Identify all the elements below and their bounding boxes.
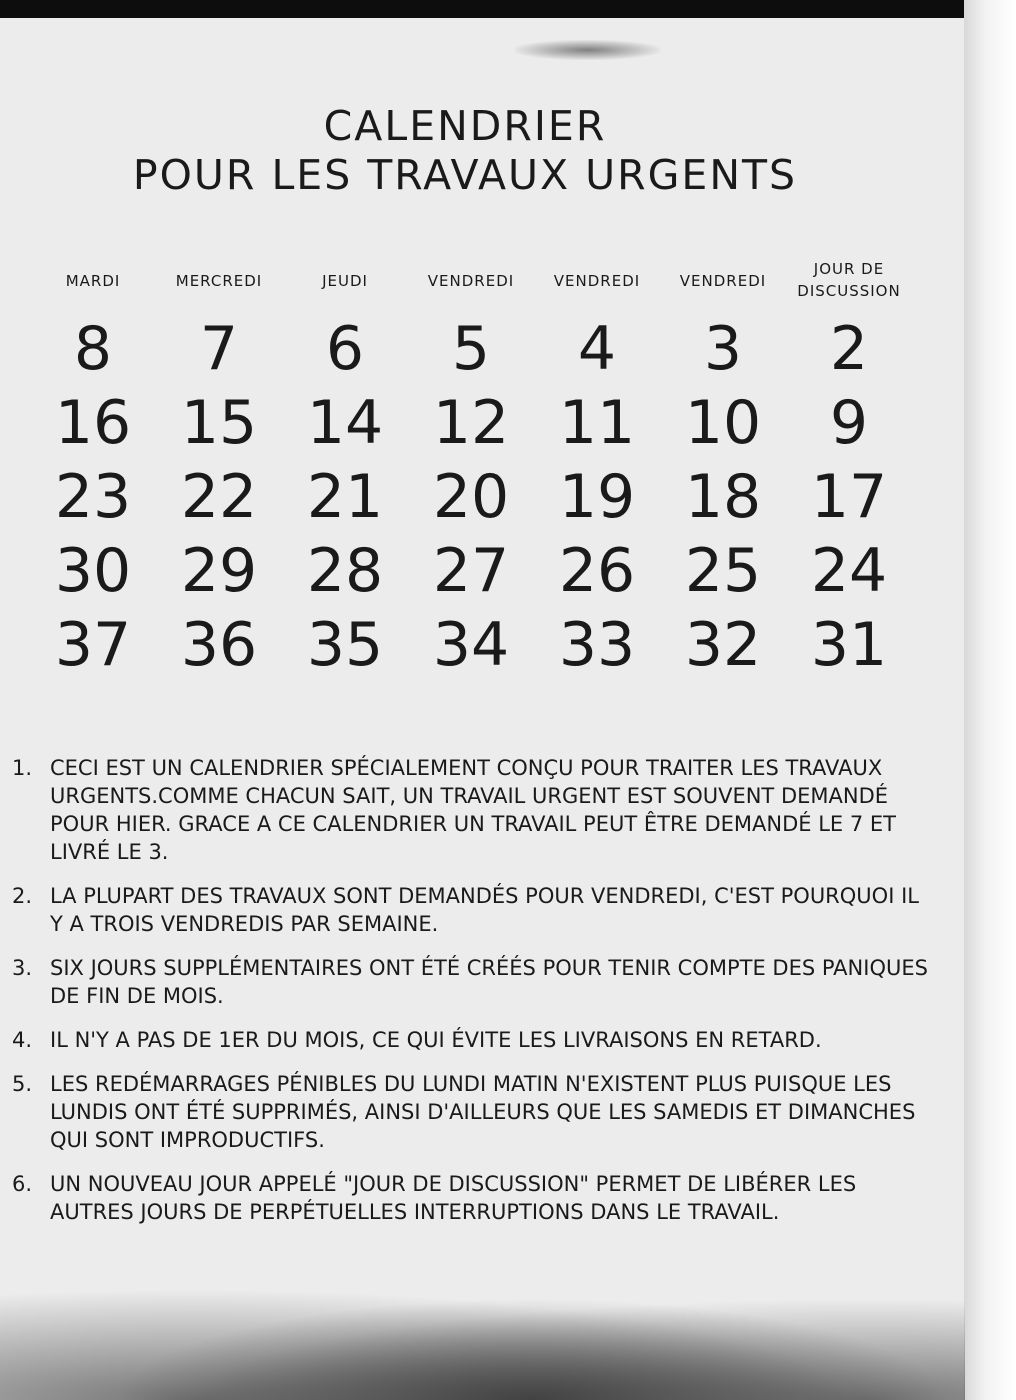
calendar-row (30, 312, 910, 386)
calendar-date: 24 (810, 536, 888, 606)
title-line-2: POUR LES TRAVAUX URGENTS (132, 151, 798, 199)
calendar-date: 27 (432, 536, 510, 606)
note-number: 5. (11, 1072, 32, 1096)
scan-noise-footer (0, 1270, 965, 1400)
calendar-date: 31 (810, 610, 888, 680)
calendar-date: 29 (180, 536, 258, 606)
note-text: SIX JOURS SUPPLÉMENTAIRES ONT ÉTÉ CRÉÉS POUR TENIR COMPTE DES PANIQUES DE FIN DE MOIS. (50, 956, 928, 1008)
calendar-date: 32 (684, 610, 762, 680)
calendar-date: 15 (180, 388, 258, 458)
calendar-date: 14 (306, 388, 384, 458)
calendar-date: 23 (54, 462, 132, 532)
note-item (0, 754, 930, 866)
note-item (0, 1026, 930, 1054)
calendar-date: 19 (558, 462, 636, 532)
note-item (0, 882, 930, 938)
note-text: LES REDÉMARRAGES PÉNIBLES DU LUNDI MATIN N'EXISTENT PLUS PUISQUE LES LUNDIS ONT ÉTÉ SUPPRIMÉS, AINSI D'AILLEURS QUE LES SAMEDIS ET DIMANCHES QUI SONT IMPRODUCTIFS. (50, 1072, 916, 1152)
calendar-date: 21 (306, 462, 384, 532)
day-header-mardi: MARDI (65, 272, 121, 290)
day-header-mercredi: MERCREDI (175, 272, 263, 290)
notes-list (0, 754, 930, 1242)
calendar-date: 34 (432, 610, 510, 680)
calendar-date: 3 (703, 314, 743, 384)
calendar-day-headers (30, 232, 910, 304)
calendar-date: 7 (199, 314, 239, 384)
note-text: UN NOUVEAU JOUR APPELÉ "JOUR DE DISCUSSION" PERMET DE LIBÉRER LES AUTRES JOURS DE PERPÉTUELLES INTERRUPTIONS DANS LE TRAVAIL. (50, 1172, 857, 1224)
note-number: 3. (11, 956, 32, 980)
calendar-date: 5 (451, 314, 491, 384)
calendar-row (30, 534, 910, 608)
calendar-date: 11 (558, 388, 636, 458)
note-item (0, 1070, 930, 1154)
calendar-row (30, 460, 910, 534)
scan-smudge (515, 40, 660, 60)
calendar-date: 10 (684, 388, 762, 458)
page-title (0, 102, 930, 200)
calendar-grid (30, 312, 910, 682)
note-number: 1. (11, 756, 32, 780)
note-text: CECI EST UN CALENDRIER SPÉCIALEMENT CONÇU POUR TRAITER LES TRAVAUX URGENTS.COMME CHACUN SAIT, UN TRAVAIL URGENT EST SOUVENT DEMANDÉ POUR HIER. GRACE A CE CALENDRIER UN TRAVAIL PEUT ÊTRE DEMANDÉ LE 7 ET LIVRÉ LE 3. (50, 756, 896, 864)
day-header-vendredi-1: VENDREDI (427, 272, 515, 290)
calendar-date: 28 (306, 536, 384, 606)
title-line-1: CALENDRIER (323, 102, 607, 150)
calendar-date: 36 (180, 610, 258, 680)
calendar-date: 12 (432, 388, 510, 458)
note-number: 2. (11, 884, 32, 908)
day-header-vendredi-3: VENDREDI (679, 272, 767, 290)
calendar-date: 4 (577, 314, 617, 384)
calendar-date: 35 (306, 610, 384, 680)
calendar-date: 33 (558, 610, 636, 680)
scan-right-edge (964, 0, 1016, 1400)
day-header-jour-de-discussion: JOUR DE DISCUSSION (797, 260, 901, 300)
calendar-date: 9 (829, 388, 869, 458)
note-number: 4. (11, 1028, 32, 1052)
calendar-date: 8 (73, 314, 113, 384)
note-text: LA PLUPART DES TRAVAUX SONT DEMANDÉS POUR VENDREDI, C'EST POURQUOI IL Y A TROIS VENDREDIS PAR SEMAINE. (50, 884, 919, 936)
scan-top-border (0, 0, 965, 18)
calendar-date: 2 (829, 314, 869, 384)
calendar-date: 17 (810, 462, 888, 532)
calendar-row (30, 608, 910, 682)
day-header-jeudi: JEUDI (322, 272, 368, 290)
calendar-date: 30 (54, 536, 132, 606)
note-item (0, 954, 930, 1010)
day-header-vendredi-2: VENDREDI (553, 272, 641, 290)
note-text: IL N'Y A PAS DE 1ER DU MOIS, CE QUI ÉVITE LES LIVRAISONS EN RETARD. (50, 1028, 822, 1052)
calendar-date: 22 (180, 462, 258, 532)
calendar-date: 6 (325, 314, 365, 384)
calendar-row (30, 386, 910, 460)
calendar-date: 18 (684, 462, 762, 532)
note-number: 6. (11, 1172, 32, 1196)
calendar-date: 37 (54, 610, 132, 680)
calendar-date: 20 (432, 462, 510, 532)
calendar-date: 25 (684, 536, 762, 606)
calendar-date: 26 (558, 536, 636, 606)
calendar-date: 16 (54, 388, 132, 458)
note-item (0, 1170, 930, 1226)
